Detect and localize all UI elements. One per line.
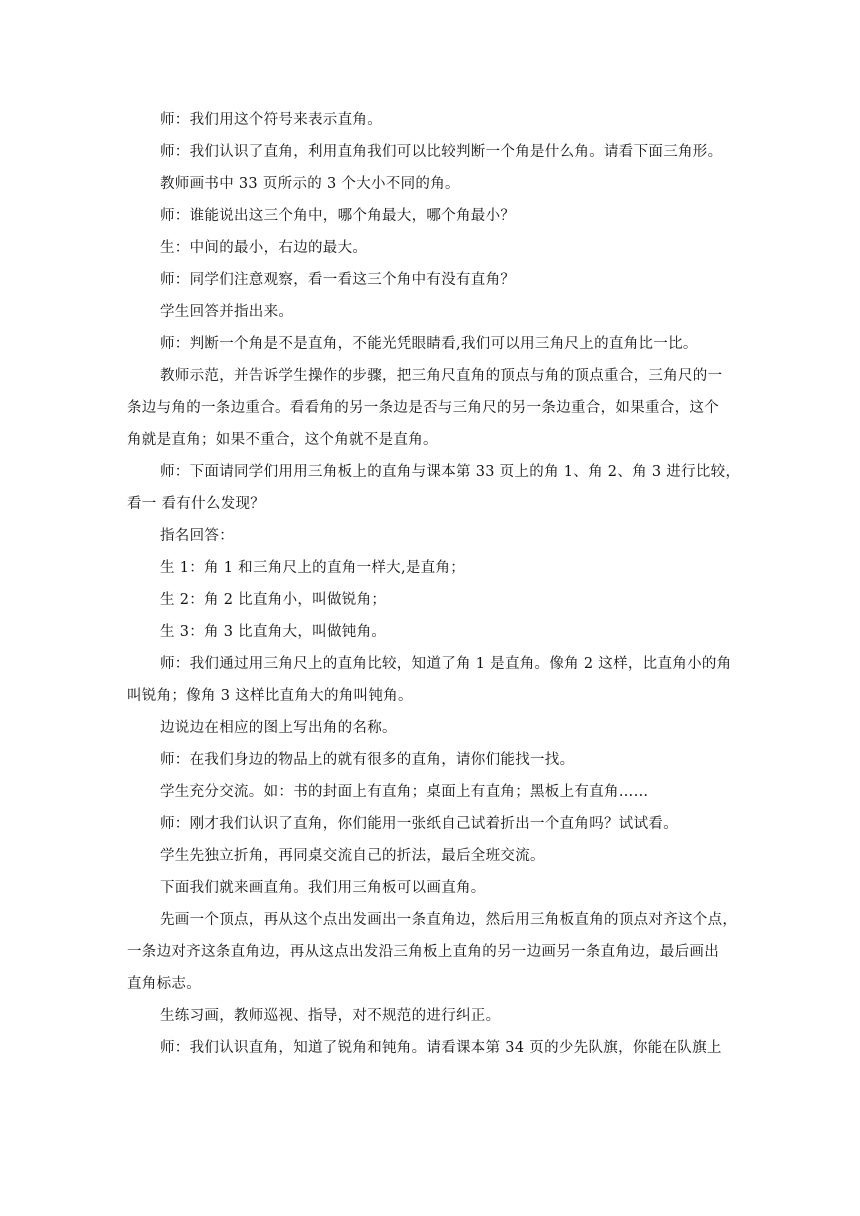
text-line: 师：我们认识直角，知道了锐角和钝角。请看课本第 34 页的少先队旗，你能在队旗上 — [160, 1040, 722, 1056]
text-line: 师：刚才我们认识了直角，你们能用一张纸自己试着折出一个直角吗？试试看。 — [160, 816, 678, 832]
text-line: 生 1：角 1 和三角尺上的直角一样大,是直角； — [160, 560, 466, 576]
text-line: 条边与角的一条边重合。看看角的另一条边是否与三角尺的另一条边重合，如果重合，这个 — [127, 400, 719, 416]
text-line: 学生回答并指出来。 — [160, 304, 294, 320]
text-line: 一条边对齐这条直角边，再从这点出发沿三角板上直角的另一边画另一条直角边，最后画出 — [127, 944, 719, 960]
paragraph — [127, 456, 739, 520]
text-line: 生 3：角 3 比直角大，叫做钝角。 — [160, 624, 387, 640]
text-line: 师：谁能说出这三个角中，哪个角最大，哪个角最小？ — [160, 208, 516, 224]
text-line: 学生充分交流。如：书的封面上有直角；桌面上有直角；黑板上有直角…… — [160, 784, 649, 800]
paragraph — [127, 776, 739, 808]
text-line: 师：同学们注意观察，看一看这三个角中有没有直角？ — [160, 272, 516, 288]
paragraph — [127, 328, 739, 360]
paragraph — [127, 104, 739, 136]
text-line: 直角标志。 — [127, 976, 201, 992]
paragraph — [127, 1000, 739, 1032]
paragraph — [127, 296, 739, 328]
paragraph — [127, 744, 739, 776]
paragraph — [127, 520, 739, 552]
paragraph — [127, 264, 739, 296]
paragraph — [127, 136, 739, 168]
text-line: 先画一个顶点，再从这个点出发画出一条直角边，然后用三角板直角的顶点对齐这个点， — [160, 912, 738, 928]
text-line: 学生先独立折角，再同桌交流自己的折法，最后全班交流。 — [160, 848, 545, 864]
text-line: 师：在我们身边的物品上的就有很多的直角，请你们能找一找。 — [160, 752, 575, 768]
paragraph — [127, 648, 739, 712]
paragraph — [127, 200, 739, 232]
text-line: 生：中间的最小，右边的最大。 — [160, 240, 368, 256]
text-line: 教师示范，并告诉学生操作的步骤，把三角尺直角的顶点与角的顶点重合，三角尺的一 — [160, 368, 723, 384]
text-line: 生练习画，教师巡视、指导，对不规范的进行纠正。 — [160, 1008, 501, 1024]
paragraph — [127, 840, 739, 872]
text-line: 师：判断一个角是不是直角，不能光凭眼睛看,我们可以用三角尺上的直角比一比。 — [160, 336, 698, 352]
text-line: 生 2：角 2 比直角小，叫做锐角； — [160, 592, 387, 608]
paragraph — [127, 232, 739, 264]
paragraph — [127, 552, 739, 584]
text-line: 教师画书中 33 页所示的 3 个大小不同的角。 — [160, 176, 460, 192]
text-line: 下面我们就来画直角。我们用三角板可以画直角。 — [160, 880, 486, 896]
paragraph — [127, 360, 739, 456]
paragraph — [127, 808, 739, 840]
text-line: 师：下面请同学们用用三角板上的直角与课本第 33 页上的角 1、角 2、角 3 进行比较， — [160, 464, 741, 480]
text-line: 师：我们通过用三角尺上的直角比较，知道了角 1 是直角。像角 2 这样，比直角小的角 — [160, 656, 732, 672]
text-line: 师：我们认识了直角，利用直角我们可以比较判断一个角是什么角。请看下面三角形。 — [160, 144, 723, 160]
paragraph — [127, 584, 739, 616]
paragraph — [127, 168, 739, 200]
text-line: 看一 看有什么发现？ — [127, 496, 266, 512]
text-line: 指名回答： — [160, 528, 234, 544]
paragraph — [127, 872, 739, 904]
text-line: 叫锐角；像角 3 这样比直角大的角叫钝角。 — [127, 688, 413, 704]
text-line: 边说边在相应的图上写出角的名称。 — [160, 720, 397, 736]
text-line: 角就是直角；如果不重合，这个角就不是直角。 — [127, 432, 438, 448]
paragraph — [127, 1032, 739, 1064]
paragraph — [127, 904, 739, 1000]
paragraph — [127, 712, 739, 744]
text-line: 师：我们用这个符号来表示直角。 — [160, 112, 382, 128]
paragraph — [127, 616, 739, 648]
document-body — [127, 104, 739, 1064]
